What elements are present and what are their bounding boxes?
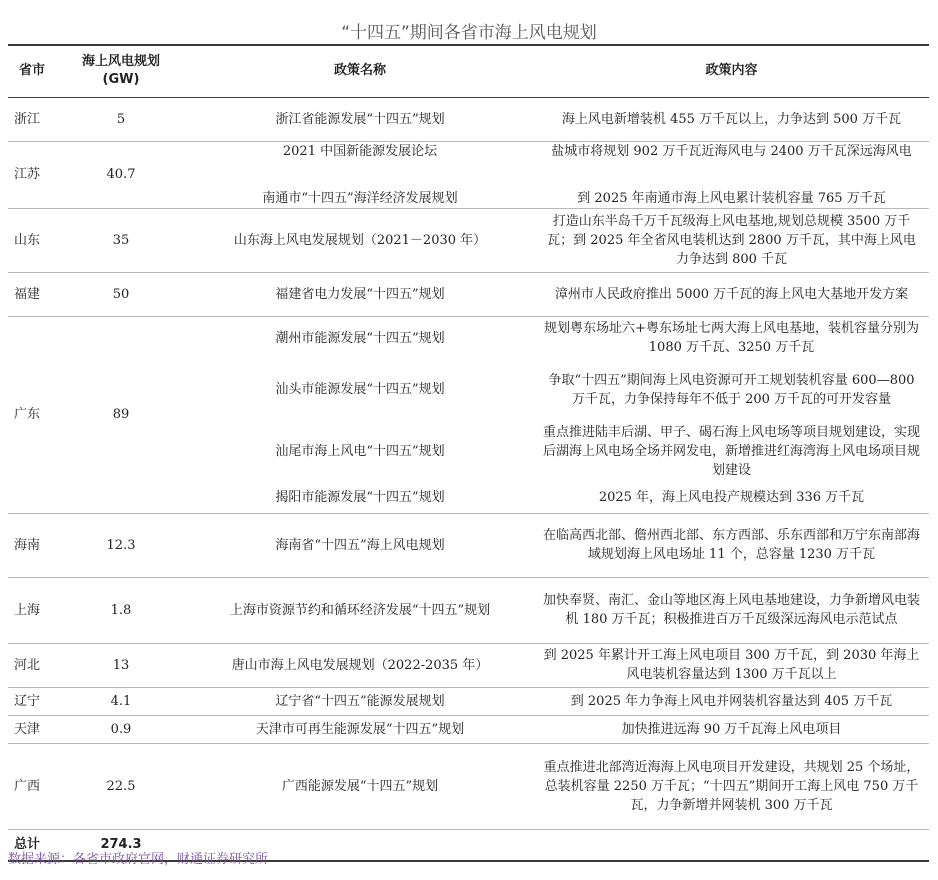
capacity-cell: 0.9 — [56, 715, 186, 743]
policy-content-item: 规划粤东场址六+粤东场址七两大海上风电基地，装机容量分别为 1080 万千瓦、3250 万千瓦 — [544, 321, 919, 355]
policy-content-cell: 加快推进远海 90 万千瓦海上风电项目 — [534, 715, 929, 743]
capacity-cell: 12.3 — [56, 513, 186, 577]
policy-content-cell — [534, 316, 929, 513]
table-header-row — [8, 45, 929, 97]
header-policy-name: 政策名称 — [186, 45, 534, 97]
policy-content-cell — [534, 141, 929, 208]
policy-name-cell: 广西能源发展“十四五”规划 — [186, 743, 534, 829]
capacity-cell: 1.8 — [56, 577, 186, 643]
capacity-cell: 5 — [56, 97, 186, 141]
header-province: 省市 — [8, 45, 56, 97]
policy-name-cell: 海南省“十四五”海上风电规划 — [186, 513, 534, 577]
capacity-cell: 22.5 — [56, 743, 186, 829]
table-row — [8, 272, 929, 316]
policy-content-cell: 重点推进北部湾近海海上风电项目开发建设，共规划 25 个场址，总装机容量 2250 万千瓦；“十四五”期间开工海上风电 750 万千瓦，力争新增并网装机 300 万千瓦 — [534, 743, 929, 829]
total-label: 总计 — [8, 829, 56, 861]
offshore-wind-plan-table — [8, 44, 929, 862]
policy-content-cell: 海上风电新增装机 455 万千瓦以上，力争达到 500 万千瓦 — [534, 97, 929, 141]
header-capacity — [56, 45, 186, 97]
province-cell: 广西 — [8, 743, 56, 829]
header-capacity-line1: 海上风电规划 — [81, 54, 160, 70]
capacity-cell: 89 — [56, 316, 186, 513]
table-row — [8, 687, 929, 715]
policy-content-item: 2025 年，海上风电投产规模达到 336 万千瓦 — [598, 490, 865, 505]
policy-name-item: 揭阳市能源发展“十四五”规划 — [275, 490, 445, 505]
policy-name-cell: 天津市可再生能源发展“十四五”规划 — [186, 715, 534, 743]
policy-name-cell — [186, 141, 534, 208]
capacity-cell: 35 — [56, 208, 186, 272]
policy-name-cell: 唐山市海上风电发展规划（2022-2035 年） — [186, 643, 534, 687]
policy-content-item: 盐城市将规划 902 万千瓦近海风电与 2400 万千瓦深远海风电 — [551, 143, 912, 159]
table-row — [8, 316, 929, 513]
policy-content-item: 到 2025 年南通市海上风电累计装机容量 765 万千瓦 — [577, 190, 886, 206]
province-cell: 福建 — [8, 272, 56, 316]
data-source-note: 数据来源：各省市政府官网，财通证券研究所 — [8, 852, 269, 867]
policy-name-cell: 山东海上风电发展规划（2021－2030 年） — [186, 208, 534, 272]
table-row — [8, 577, 929, 643]
table-row — [8, 141, 929, 208]
province-cell: 河北 — [8, 643, 56, 687]
policy-name-cell: 上海市资源节约和循环经济发展“十四五”规划 — [186, 577, 534, 643]
table-row — [8, 715, 929, 743]
policy-name-item: 汕头市能源发展“十四五”规划 — [275, 382, 445, 397]
table-title: “十四五”期间各省市海上风电规划 — [341, 23, 597, 43]
table-row — [8, 743, 929, 829]
capacity-cell: 13 — [56, 643, 186, 687]
policy-content-cell: 加快奉贤、南汇、金山等地区海上风电基地建设，力争新增风电装机 180 万千瓦；积极推进百万千瓦级深远海风电示范试点 — [534, 577, 929, 643]
policy-content-cell: 到 2025 年力争海上风电并网装机容量达到 405 万千瓦 — [534, 687, 929, 715]
policy-name-item: 潮州市能源发展“十四五”规划 — [275, 330, 445, 346]
policy-content-cell: 打造山东半岛千万千瓦级海上风电基地,规划总规模 3500 万千瓦；到 2025 年全省风电装机达到 2800 万千瓦，其中海上风电力争达到 800 千瓦 — [534, 208, 929, 272]
policy-name-cell — [186, 316, 534, 513]
total-empty-cell — [534, 829, 929, 861]
policy-name-item: 汕尾市海上风电“十四五”规划 — [275, 443, 445, 459]
province-cell: 海南 — [8, 513, 56, 577]
capacity-cell: 4.1 — [56, 687, 186, 715]
table-row — [8, 643, 929, 687]
total-value: 274.3 — [56, 829, 186, 861]
policy-content-cell: 漳州市人民政府推出 5000 万千瓦的海上风电大基地开发方案 — [534, 272, 929, 316]
policy-content-cell: 在临高西北部、儋州西北部、东方西部、乐东西部和万宁东南部海域规划海上风电场址 11 个，总容量 1230 万千瓦 — [534, 513, 929, 577]
capacity-cell: 50 — [56, 272, 186, 316]
province-cell: 江苏 — [8, 141, 56, 208]
policy-content-item: 重点推进陆丰后湖、甲子、碣石海上风电场等项目规划建设，实现后湖海上风电场全场并网发电，新增推进红海湾海上风电场项目规划建设 — [542, 424, 920, 478]
policy-name-cell: 福建省电力发展“十四五”规划 — [186, 272, 534, 316]
header-capacity-line2: (GW) — [102, 72, 140, 88]
policy-name-cell: 浙江省能源发展“十四五”规划 — [186, 97, 534, 141]
policy-name-item: 2021 中国新能源发展论坛 — [282, 143, 438, 159]
table-row — [8, 513, 929, 577]
capacity-cell: 40.7 — [56, 141, 186, 208]
province-cell: 浙江 — [8, 97, 56, 141]
policy-content-item: 争取“十四五”期间海上风电资源可开工规划装机容量 600—800 万千瓦，力争保持每年不低于 200 万千瓦的可开发容量 — [548, 372, 915, 407]
policy-name-item: 南通市“十四五”海洋经济发展规划 — [262, 190, 458, 206]
table-row — [8, 97, 929, 141]
table-row — [8, 208, 929, 272]
header-policy-content: 政策内容 — [534, 45, 929, 97]
province-cell: 辽宁 — [8, 687, 56, 715]
province-cell: 天津 — [8, 715, 56, 743]
province-cell: 山东 — [8, 208, 56, 272]
province-cell: 上海 — [8, 577, 56, 643]
policy-name-cell: 辽宁省“十四五”能源发展规划 — [186, 687, 534, 715]
policy-content-cell: 到 2025 年累计开工海上风电项目 300 万千瓦，到 2030 年海上风电装机容量达到 1300 万千瓦以上 — [534, 643, 929, 687]
province-cell: 广东 — [8, 316, 56, 513]
